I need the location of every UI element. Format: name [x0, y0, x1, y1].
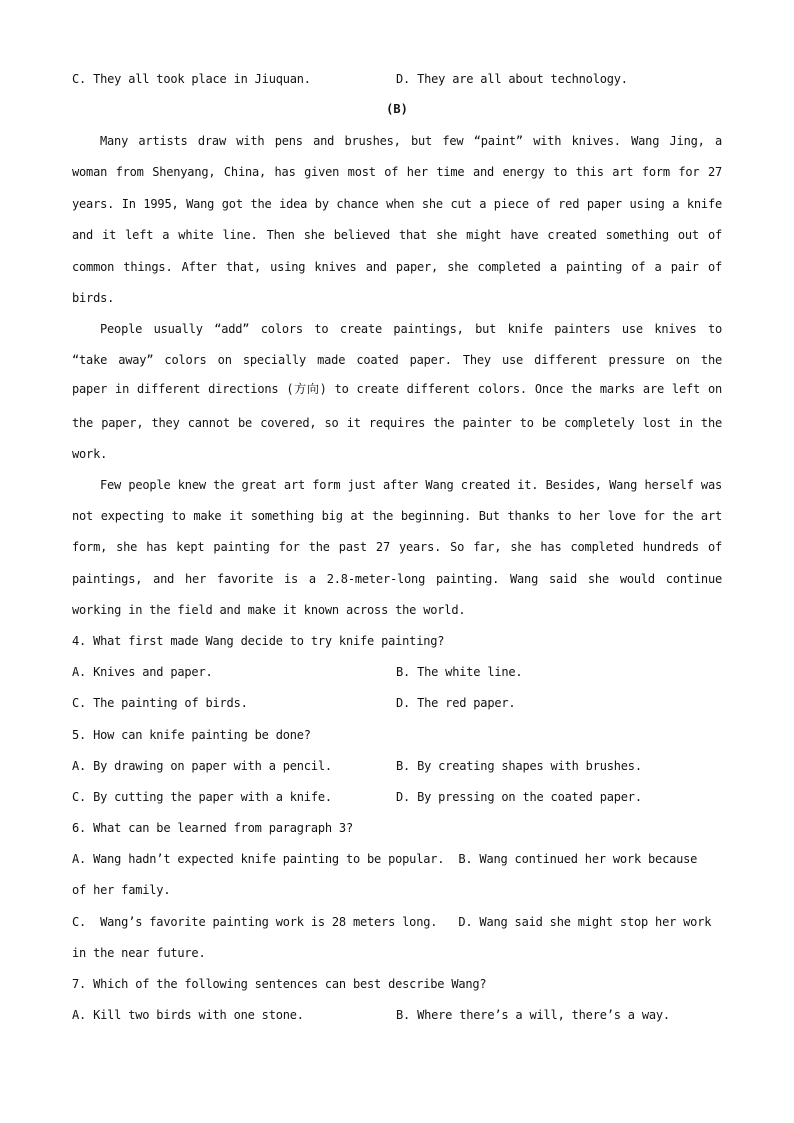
option-line: of her family.: [72, 883, 171, 897]
paragraph-line: working in the field and make it known across the world.: [72, 603, 466, 617]
option-line: in the near future.: [72, 946, 206, 960]
paragraph-line: common things. After that, using knives and paper, she completed a painting of a pair of: [72, 260, 722, 274]
section-title: (B): [386, 102, 408, 116]
paragraph-line: paper in different directions (方向) to create different colors. Once the marks are left on: [72, 382, 722, 396]
option-row: [72, 758, 722, 774]
option-row: [72, 71, 722, 87]
option-line: C. Wang’s favorite painting work is 28 meters long. D. Wang said she might stop her work: [72, 915, 712, 929]
question-text: 4. What first made Wang decide to try knife painting?: [72, 634, 445, 648]
option: C. The painting of birds.: [72, 696, 248, 710]
option: A. Kill two birds with one stone.: [72, 1008, 304, 1022]
option-row: [72, 789, 722, 805]
paragraph-line: and it left a white line. Then she believed that she might have created something out of: [72, 228, 722, 242]
option: B. By creating shapes with brushes.: [396, 759, 642, 773]
paragraph-line: form, she has kept painting for the past 27 years. So far, she has completed hundreds of: [72, 540, 722, 554]
question-text: 6. What can be learned from paragraph 3?: [72, 821, 353, 835]
option: B. Where there’s a will, there’s a way.: [396, 1008, 670, 1022]
option: C. By cutting the paper with a knife.: [72, 790, 332, 804]
option: A. Knives and paper.: [72, 665, 213, 679]
paragraph-line: not expecting to make it something big at the beginning. But thanks to her love for the art: [72, 509, 722, 523]
option-row: [72, 1007, 722, 1023]
paragraph-line: “take away” colors on specially made coated paper. They use different pressure on the: [72, 353, 722, 367]
question-text: 7. Which of the following sentences can best describe Wang?: [72, 977, 487, 991]
paragraph-line: Many artists draw with pens and brushes, but few “paint” with knives. Wang Jing, a: [100, 134, 722, 148]
paragraph-line: work.: [72, 447, 108, 461]
paragraph-line: People usually “add” colors to create paintings, but knife painters use knives to: [100, 322, 722, 336]
paragraph-line: Few people knew the great art form just after Wang created it. Besides, Wang herself was: [100, 478, 722, 492]
option: B. The white line.: [396, 665, 523, 679]
question-text: 5. How can knife painting be done?: [72, 728, 311, 742]
paragraph-line: the paper, they cannot be covered, so it requires the painter to be completely lost in the: [72, 416, 722, 430]
option: D. By pressing on the coated paper.: [396, 790, 642, 804]
paragraph-line: years. In 1995, Wang got the idea by chance when she cut a piece of red paper using a knife: [72, 197, 722, 211]
option-line: A. Wang hadn’t expected knife painting to be popular. B. Wang continued her work because: [72, 852, 698, 866]
option: D. The red paper.: [396, 696, 516, 710]
option-d: D. They are all about technology.: [396, 72, 628, 86]
option-row: [72, 695, 722, 711]
paragraph-line: woman from Shenyang, China, has given most of her time and energy to this art form for 27: [72, 165, 722, 179]
option-c: C. They all took place in Jiuquan.: [72, 72, 311, 86]
paragraph-line: paintings, and her favorite is a 2.8-meter-long painting. Wang said she would continue: [72, 572, 722, 586]
option: A. By drawing on paper with a pencil.: [72, 759, 332, 773]
option-row: [72, 664, 722, 680]
paragraph-line: birds.: [72, 291, 115, 305]
